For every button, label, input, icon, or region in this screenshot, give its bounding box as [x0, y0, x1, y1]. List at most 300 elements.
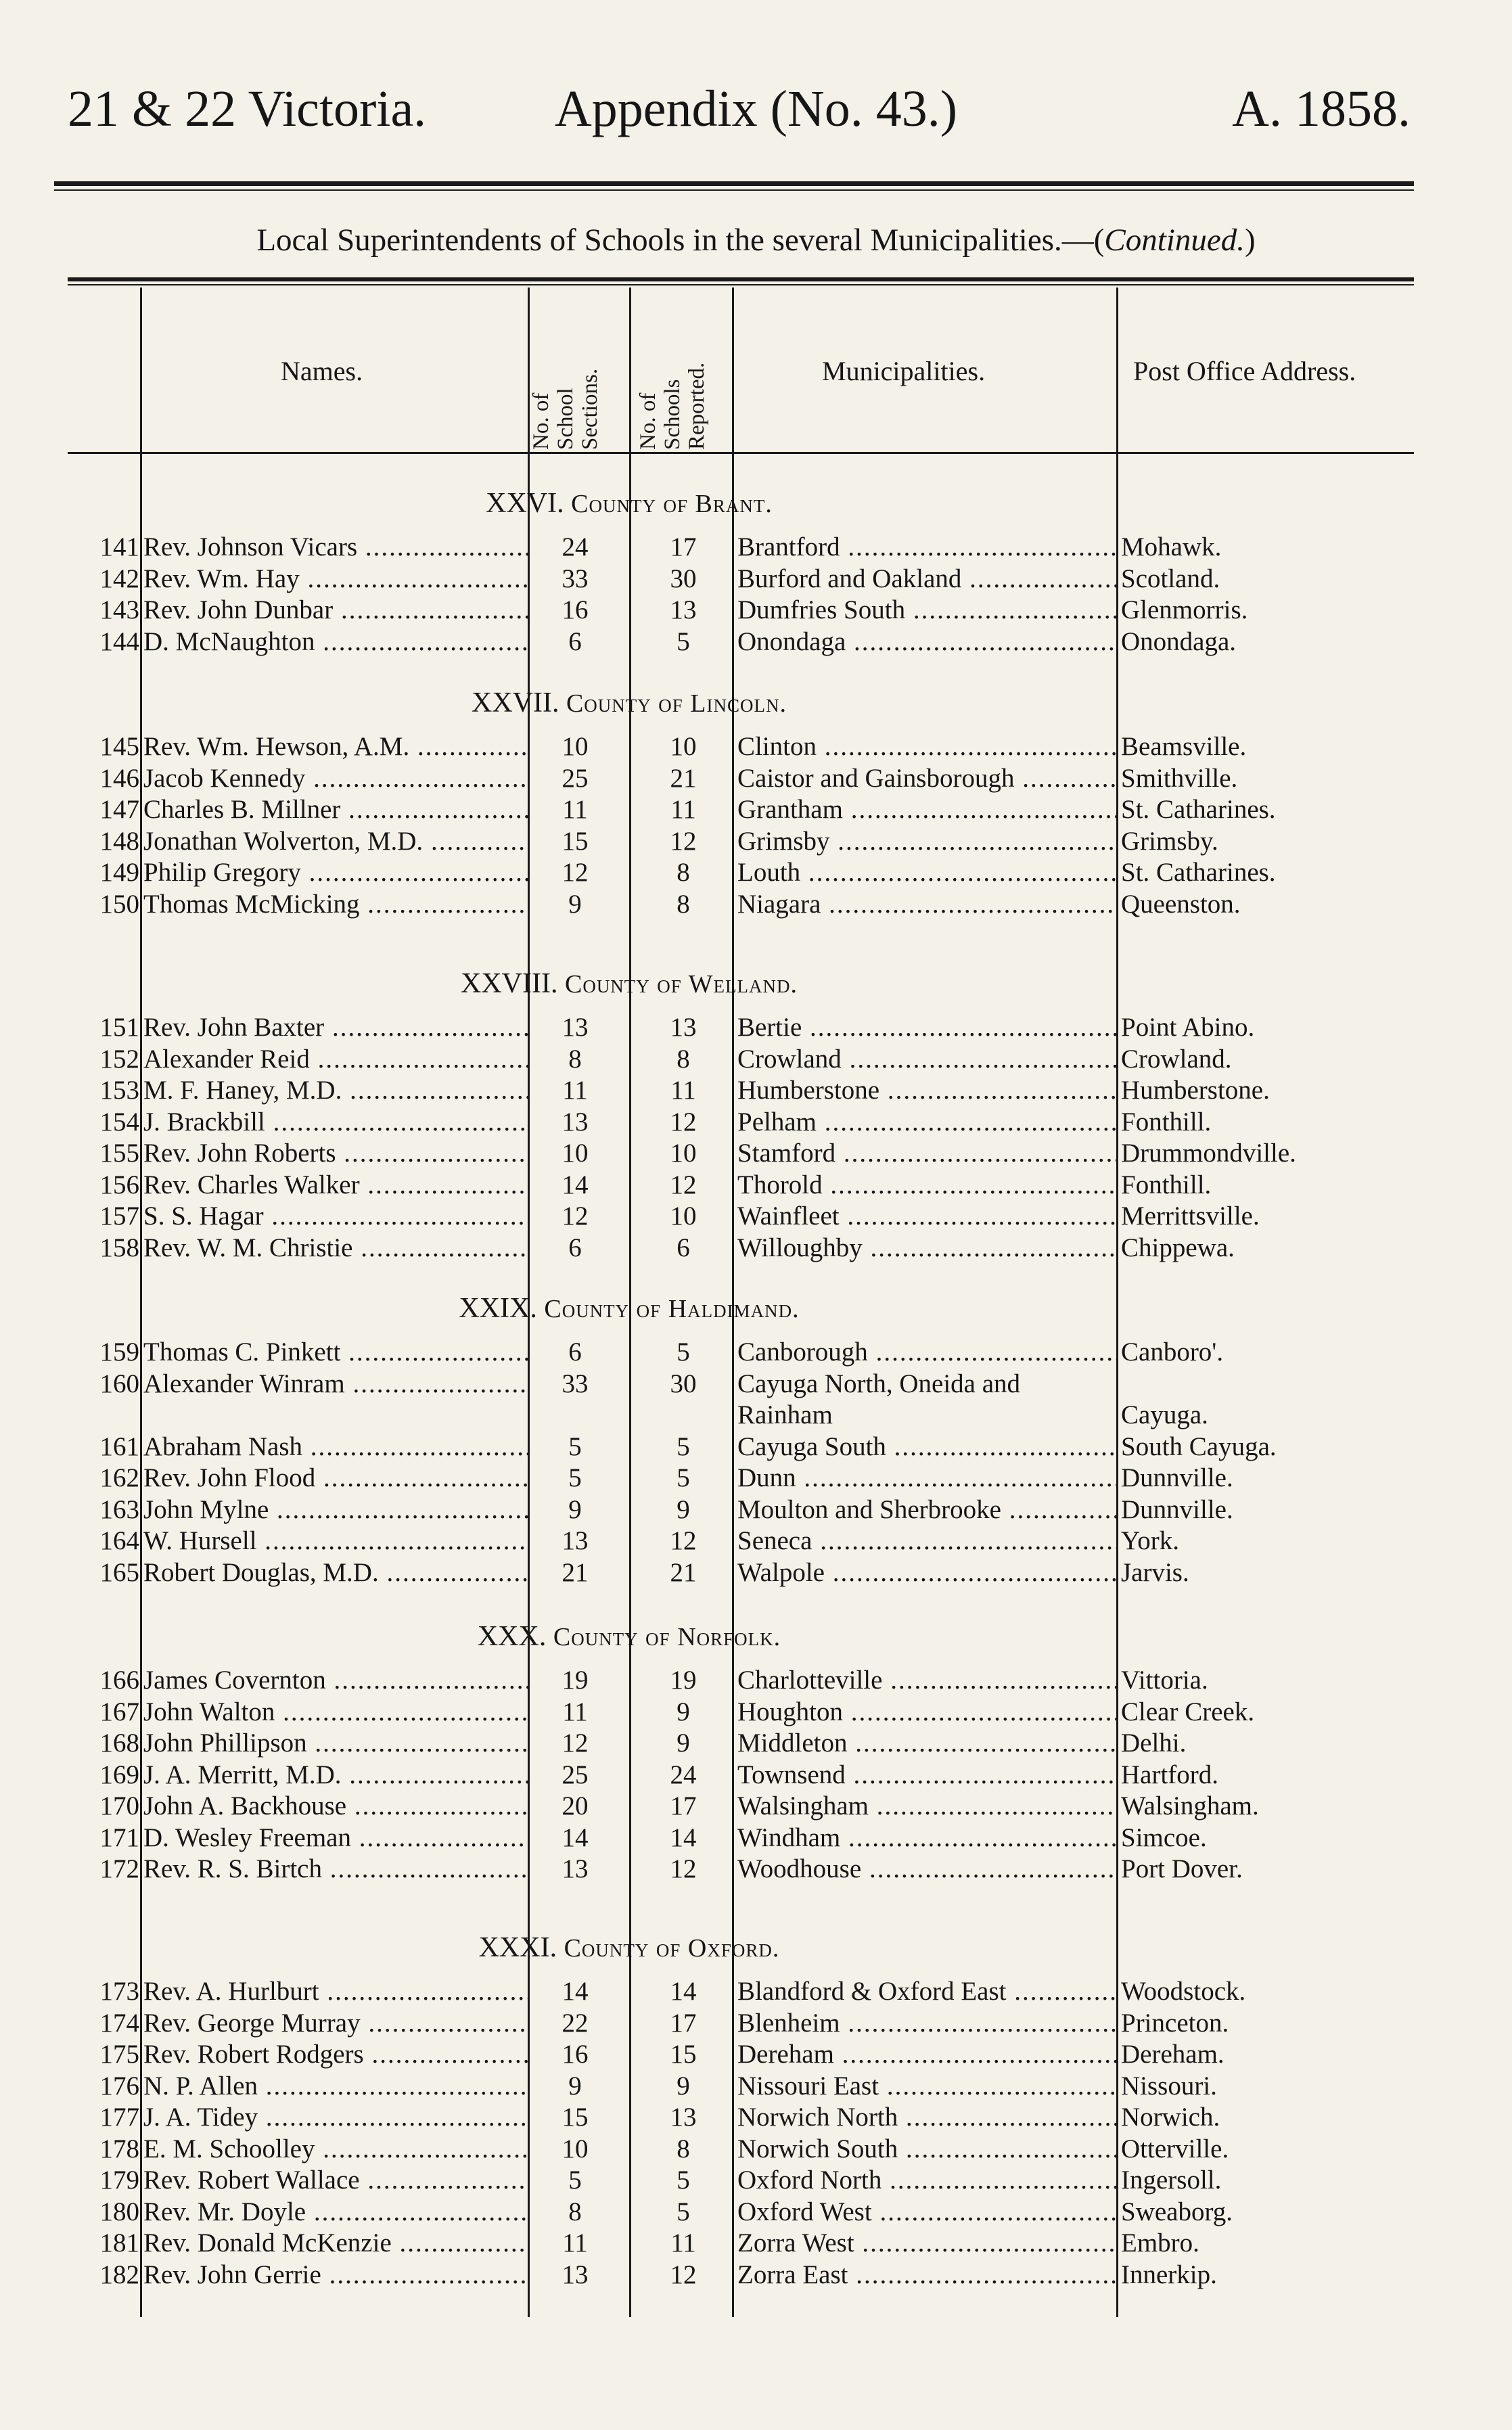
- row-number: 144: [99, 626, 139, 656]
- row-number: 182: [99, 2260, 139, 2289]
- table-row: [0, 1463, 1512, 1494]
- municipality: Crowland .....: [737, 1044, 1116, 1075]
- row-number: 170: [99, 1791, 139, 1820]
- school-sections-count: 13: [562, 2260, 589, 2289]
- school-sections-count: 9: [568, 2071, 582, 2101]
- table-top-rule-thin: [68, 284, 1414, 285]
- row-number: 168: [99, 1728, 139, 1758]
- municipality: Dereham .....: [737, 2039, 1116, 2070]
- municipality: Niagara .....: [737, 889, 1116, 920]
- county-numeral: XXX.: [477, 1621, 553, 1652]
- post-office-address: York.: [1121, 1526, 1179, 1555]
- table-row: [0, 1075, 1512, 1106]
- school-sections-count: 6: [568, 1233, 582, 1262]
- school-sections-count: 11: [562, 795, 588, 824]
- municipality: Grimsby .....: [737, 826, 1116, 857]
- school-sections-count: 10: [562, 2134, 589, 2163]
- header-rule-thin: [54, 189, 1414, 191]
- table-row: [0, 626, 1512, 658]
- table-row: [0, 1760, 1512, 1791]
- school-sections-count: 16: [562, 2040, 589, 2069]
- row-number: 147: [99, 795, 139, 824]
- superintendent-name: J. A. Tidey .....: [143, 2102, 528, 2133]
- table-row: [0, 1107, 1512, 1138]
- school-sections-count: 14: [562, 1170, 589, 1199]
- table-row: [0, 1791, 1512, 1822]
- row-number: 173: [99, 1977, 139, 2006]
- municipality: Cayuga North, Oneida and Rainham: [737, 1369, 1021, 1429]
- schools-reported-count: 15: [670, 2040, 697, 2069]
- superintendent-name: S. S. Hagar .....: [143, 1201, 528, 1232]
- table-row: [0, 2260, 1512, 2291]
- county-numeral: XXVI.: [486, 488, 572, 519]
- table-header-rule: [68, 452, 1414, 454]
- county-heading: [142, 1292, 1116, 1325]
- table-row: [0, 1697, 1512, 1728]
- row-number: 167: [99, 1697, 139, 1726]
- school-sections-count: 5: [568, 1431, 582, 1461]
- superintendent-name: D. Wesley Freeman .....: [143, 1822, 528, 1854]
- post-office-address: Point Abino.: [1121, 1013, 1255, 1042]
- schools-reported-count: 21: [670, 763, 697, 793]
- municipality: Houghton .....: [737, 1697, 1116, 1728]
- table-row: [0, 1138, 1512, 1169]
- municipality: Norwich North .....: [737, 2102, 1116, 2133]
- post-office-address: Ingersoll.: [1121, 2165, 1222, 2195]
- schools-reported-count: 17: [670, 2008, 697, 2038]
- post-office-address: St. Catharines.: [1121, 795, 1276, 824]
- superintendent-name: Rev. Robert Wallace .....: [143, 2165, 528, 2196]
- table-top-rule: [68, 277, 1414, 281]
- row-number: 175: [99, 2040, 139, 2069]
- municipality: Louth .....: [737, 857, 1116, 888]
- table-row: [0, 532, 1512, 563]
- table-row: [0, 857, 1512, 888]
- school-sections-count: 11: [562, 2228, 588, 2257]
- col-header-reported: No. of Schools Reported.: [636, 362, 709, 450]
- superintendent-name: John Walton .....: [143, 1697, 528, 1728]
- schools-reported-count: 8: [677, 1044, 690, 1074]
- post-office-address: Simcoe.: [1121, 1822, 1207, 1852]
- superintendent-name: Rev. Wm. Hewson, A.M. .....: [143, 731, 528, 762]
- superintendent-name: Philip Gregory .....: [143, 857, 528, 888]
- superintendent-name: James Covernton .....: [143, 1665, 528, 1696]
- post-office-address: Grimsby.: [1121, 826, 1218, 856]
- post-office-address: St. Catharines.: [1121, 858, 1276, 887]
- schools-reported-count: 9: [677, 1697, 690, 1726]
- municipality: Grantham .....: [737, 794, 1116, 825]
- superintendent-name: Alexander Reid .....: [143, 1044, 528, 1075]
- row-number: 150: [99, 889, 139, 919]
- row-number: 169: [99, 1760, 139, 1789]
- superintendent-name: Alexander Winram .....: [143, 1369, 528, 1431]
- schools-reported-count: 10: [670, 1139, 697, 1168]
- post-office-address: Smithville.: [1121, 763, 1238, 793]
- superintendent-name: Rev. Donald McKenzie .....: [143, 2228, 528, 2259]
- post-office-address: Fonthill.: [1121, 1170, 1212, 1199]
- municipality: Norwich South .....: [737, 2134, 1116, 2165]
- superintendent-name: Rev. Robert Rodgers .....: [143, 2039, 528, 2070]
- post-office-address: Innerkip.: [1121, 2260, 1217, 2289]
- municipality: Clinton .....: [737, 731, 1116, 762]
- post-office-address: Glenmorris.: [1121, 595, 1248, 624]
- county-name: County of Lincoln.: [566, 689, 787, 718]
- superintendent-name: Robert Douglas, M.D. .....: [143, 1557, 528, 1588]
- schools-reported-count: 30: [670, 564, 697, 593]
- table-row: [0, 2008, 1512, 2039]
- municipality: Caistor and Gainsborough .....: [737, 763, 1116, 794]
- municipality: Bertie .....: [737, 1012, 1116, 1043]
- row-number: 161: [99, 1431, 139, 1461]
- row-number: 174: [99, 2008, 139, 2038]
- superintendent-name: John A. Backhouse .....: [143, 1791, 528, 1822]
- post-office-address: Canboro'.: [1121, 1337, 1224, 1367]
- header-rule: [54, 181, 1414, 186]
- table-row: [0, 731, 1512, 762]
- school-sections-count: 5: [568, 1463, 582, 1492]
- row-number: 156: [99, 1170, 139, 1199]
- row-number: 180: [99, 2197, 139, 2226]
- superintendent-name: Rev. John Dunbar .....: [143, 595, 528, 626]
- municipality: Oxford West .....: [737, 2197, 1116, 2228]
- row-number: 163: [99, 1494, 139, 1524]
- county-name: County of Oxford.: [564, 1934, 780, 1963]
- municipality: Seneca .....: [737, 1526, 1116, 1557]
- row-number: 179: [99, 2165, 139, 2195]
- superintendent-name: Rev. John Flood .....: [143, 1463, 528, 1494]
- municipality: Charlotteville .....: [737, 1665, 1116, 1696]
- superintendent-name: E. M. Schoolley .....: [143, 2134, 528, 2165]
- schools-reported-count: 6: [677, 1233, 690, 1262]
- superintendent-name: Rev. John Roberts .....: [143, 1138, 528, 1169]
- schools-reported-count: 10: [670, 732, 697, 761]
- table-row: [0, 2228, 1512, 2259]
- schools-reported-count: 12: [670, 1170, 697, 1199]
- row-number: 145: [99, 732, 139, 761]
- schools-reported-count: 17: [670, 1791, 697, 1820]
- superintendent-name: Charles B. Millner .....: [143, 794, 528, 825]
- table-row: [0, 1854, 1512, 1885]
- county-heading: [142, 967, 1116, 1000]
- schools-reported-count: 5: [677, 626, 690, 656]
- post-office-address: Otterville.: [1121, 2134, 1229, 2163]
- schools-reported-count: 9: [677, 2071, 690, 2101]
- row-number: 149: [99, 858, 139, 887]
- row-number: 176: [99, 2071, 139, 2101]
- schools-reported-count: 10: [670, 1201, 697, 1231]
- schools-reported-count: 11: [670, 2228, 696, 2257]
- school-sections-count: 12: [562, 1728, 589, 1758]
- municipality: Moulton and Sherbrooke .....: [737, 1494, 1116, 1526]
- school-sections-count: 22: [562, 2008, 589, 2038]
- school-sections-count: 14: [562, 1977, 589, 2006]
- school-sections-count: 16: [562, 595, 589, 624]
- row-number: 158: [99, 1233, 139, 1262]
- school-sections-count: 24: [562, 532, 589, 561]
- post-office-address: Walsingham.: [1121, 1791, 1259, 1820]
- county-numeral: XXXI.: [478, 1932, 564, 1963]
- table-row: [0, 763, 1512, 794]
- school-sections-count: 5: [568, 2165, 582, 2195]
- municipality: Burford and Oakland .....: [737, 564, 1116, 595]
- schools-reported-count: 21: [670, 1557, 697, 1587]
- superintendent-name: Rev. John Baxter .....: [143, 1012, 528, 1043]
- post-office-address: Onondaga.: [1121, 626, 1237, 656]
- municipality: Dumfries South .....: [737, 595, 1116, 626]
- row-number: 162: [99, 1463, 139, 1492]
- municipality: Thorold .....: [737, 1170, 1116, 1201]
- post-office-address: Princeton.: [1121, 2008, 1229, 2038]
- schools-reported-count: 8: [677, 858, 690, 887]
- county-heading: [142, 487, 1116, 520]
- school-sections-count: 21: [562, 1557, 589, 1587]
- table-row: [0, 1369, 1512, 1431]
- header-center: Appendix (No. 43.): [554, 81, 958, 137]
- superintendent-name: Jacob Kennedy .....: [143, 763, 528, 794]
- schools-reported-count: 17: [670, 532, 697, 561]
- table-row: [0, 2039, 1512, 2070]
- municipality: Oxford North .....: [737, 2165, 1116, 2196]
- municipality: Humberstone .....: [737, 1075, 1116, 1106]
- table-row: [0, 1201, 1512, 1232]
- post-office-address: Nissouri.: [1121, 2071, 1217, 2101]
- superintendent-name: J. A. Merritt, M.D. .....: [143, 1760, 528, 1791]
- municipality: Brantford .....: [737, 532, 1116, 563]
- row-number: 151: [99, 1013, 139, 1042]
- municipality: Walpole .....: [737, 1557, 1116, 1588]
- post-office-address: Humberstone.: [1121, 1076, 1270, 1105]
- superintendent-name: Rev. A. Hurlburt .....: [143, 1976, 528, 2007]
- table-row: [0, 1431, 1512, 1463]
- table-row: [0, 2165, 1512, 2196]
- post-office-address: Crowland.: [1121, 1044, 1232, 1074]
- table-row: [0, 889, 1512, 920]
- municipality: Willoughby .....: [737, 1233, 1116, 1264]
- school-sections-count: 11: [562, 1076, 588, 1105]
- superintendent-name: Rev. W. M. Christie .....: [143, 1233, 528, 1264]
- schools-reported-count: 13: [670, 595, 697, 624]
- row-number: 142: [99, 564, 139, 593]
- table-row: [0, 2134, 1512, 2165]
- table-row: [0, 1494, 1512, 1526]
- superintendent-name: W. Hursell .....: [143, 1526, 528, 1557]
- row-number: 155: [99, 1139, 139, 1168]
- school-sections-count: 13: [562, 1013, 589, 1042]
- table-row: [0, 1044, 1512, 1075]
- municipality: Dunn .....: [737, 1463, 1116, 1494]
- schools-reported-count: 13: [670, 1013, 697, 1042]
- municipality: Cayuga South .....: [737, 1431, 1116, 1463]
- superintendent-name: Rev. John Gerrie .....: [143, 2260, 528, 2291]
- school-sections-count: 20: [562, 1791, 589, 1820]
- superintendent-name: Rev. R. S. Birtch .....: [143, 1854, 528, 1885]
- municipality: Pelham .....: [737, 1107, 1116, 1138]
- table-row: [0, 1557, 1512, 1588]
- table-row: [0, 1337, 1512, 1368]
- superintendent-name: Rev. Johnson Vicars .....: [143, 532, 528, 563]
- table-row: [0, 1233, 1512, 1264]
- municipality: Onondaga .....: [737, 626, 1116, 658]
- municipality: Zorra West .....: [737, 2228, 1116, 2259]
- schools-reported-count: 19: [670, 1666, 697, 1695]
- schools-reported-count: 30: [670, 1369, 697, 1398]
- superintendent-name: N. P. Allen .....: [143, 2071, 528, 2102]
- school-sections-count: 8: [568, 1044, 582, 1074]
- post-office-address: Scotland.: [1121, 564, 1220, 593]
- municipality: Blandford & Oxford East .....: [737, 1976, 1116, 2007]
- post-office-address: Cayuga.: [1121, 1400, 1208, 1429]
- municipality: Blenheim .....: [737, 2008, 1116, 2039]
- municipality: Townsend .....: [737, 1760, 1116, 1791]
- post-office-address: Dunnville.: [1121, 1463, 1233, 1492]
- post-office-address: Norwich.: [1121, 2103, 1220, 2132]
- school-sections-count: 15: [562, 2103, 589, 2132]
- county-name: County of Welland.: [564, 970, 798, 999]
- county-heading: [142, 1620, 1116, 1653]
- post-office-address: Fonthill.: [1121, 1107, 1212, 1137]
- header-right: A. 1858.: [1232, 81, 1411, 137]
- post-office-address: Jarvis.: [1121, 1557, 1189, 1587]
- school-sections-count: 25: [562, 763, 589, 793]
- schools-reported-count: 12: [670, 826, 697, 856]
- table-row: [0, 1822, 1512, 1854]
- municipality: Wainfleet .....: [737, 1201, 1116, 1232]
- municipality: Middleton .....: [737, 1728, 1116, 1759]
- superintendent-name: John Mylne .....: [143, 1494, 528, 1526]
- schools-reported-count: 13: [670, 2103, 697, 2132]
- table-row: [0, 1728, 1512, 1759]
- schools-reported-count: 9: [677, 1728, 690, 1758]
- table-row: [0, 1976, 1512, 2007]
- superintendent-name: M. F. Haney, M.D. .....: [143, 1075, 528, 1106]
- school-sections-count: 19: [562, 1666, 589, 1695]
- schools-reported-count: 11: [670, 1076, 696, 1105]
- post-office-address: South Cayuga.: [1121, 1431, 1277, 1461]
- school-sections-count: 10: [562, 1139, 589, 1168]
- superintendent-name: Thomas C. Pinkett .....: [143, 1337, 528, 1368]
- col-header-names: Names.: [281, 356, 363, 386]
- row-number: 141: [99, 532, 139, 561]
- municipality: Windham .....: [737, 1822, 1116, 1854]
- table-row: [0, 1665, 1512, 1696]
- county-numeral: XXVIII.: [461, 968, 565, 999]
- county-numeral: XXIX.: [459, 1293, 545, 1324]
- school-sections-count: 14: [562, 1822, 589, 1852]
- school-sections-count: 25: [562, 1760, 589, 1789]
- post-office-address: Delhi.: [1121, 1728, 1187, 1758]
- school-sections-count: 6: [568, 626, 582, 656]
- municipality: Nissouri East .....: [737, 2071, 1116, 2102]
- post-office-address: Queenston.: [1121, 889, 1241, 919]
- post-office-address: Woodstock.: [1121, 1977, 1246, 2006]
- row-number: 153: [99, 1076, 139, 1105]
- post-office-address: Chippewa.: [1121, 1233, 1235, 1262]
- row-number: 148: [99, 826, 139, 856]
- post-office-address: Clear Creek.: [1121, 1697, 1255, 1726]
- table-row: [0, 2071, 1512, 2102]
- superintendent-name: D. McNaughton .....: [143, 626, 528, 658]
- municipality: Woodhouse .....: [737, 1854, 1116, 1885]
- municipality: Zorra East .....: [737, 2260, 1116, 2291]
- row-number: 152: [99, 1044, 139, 1074]
- post-office-address: Dereham.: [1121, 2040, 1224, 2069]
- table-row: [0, 2197, 1512, 2228]
- row-number: 160: [99, 1369, 139, 1398]
- municipality: Stamford .....: [737, 1138, 1116, 1169]
- table-row: [0, 826, 1512, 857]
- schools-reported-count: 14: [670, 1822, 697, 1852]
- schools-reported-count: 12: [670, 1107, 697, 1137]
- school-sections-count: 33: [562, 1369, 589, 1398]
- superintendent-name: Rev. Wm. Hay .....: [143, 564, 528, 595]
- row-number: 154: [99, 1107, 139, 1137]
- post-office-address: Mohawk.: [1121, 532, 1222, 561]
- schools-reported-count: 24: [670, 1760, 697, 1789]
- table-row: [0, 1526, 1512, 1557]
- school-sections-count: 33: [562, 564, 589, 593]
- schools-reported-count: 5: [677, 1463, 690, 1492]
- superintendent-name: Rev. Charles Walker .....: [143, 1170, 528, 1201]
- row-number: 165: [99, 1557, 139, 1587]
- superintendent-name: Rev. George Murray .....: [143, 2008, 528, 2039]
- post-office-address: Vittoria.: [1121, 1666, 1208, 1695]
- post-office-address: Sweaborg.: [1121, 2197, 1233, 2226]
- schools-reported-count: 12: [670, 1854, 697, 1883]
- row-number: 166: [99, 1666, 139, 1695]
- schools-reported-count: 11: [670, 795, 696, 824]
- schools-reported-count: 5: [677, 2197, 690, 2226]
- municipality: Walsingham .....: [737, 1791, 1116, 1822]
- county-numeral: XXVII.: [471, 687, 566, 718]
- superintendent-name: Jonathan Wolverton, M.D. .....: [143, 826, 528, 857]
- post-office-address: Embro.: [1121, 2228, 1199, 2257]
- col-header-post-office: Post Office Address.: [1133, 356, 1356, 386]
- school-sections-count: 13: [562, 1854, 589, 1883]
- school-sections-count: 10: [562, 732, 589, 761]
- superintendent-name: Abraham Nash .....: [143, 1431, 528, 1463]
- col-header-sections: No. of School Sections.: [529, 368, 602, 450]
- school-sections-count: 12: [562, 1201, 589, 1231]
- table-row: [0, 564, 1512, 595]
- table-row: [0, 595, 1512, 626]
- municipality: Canborough .....: [737, 1337, 1116, 1368]
- table-row: [0, 1012, 1512, 1043]
- row-number: 146: [99, 763, 139, 793]
- county-name: County of Norfolk.: [553, 1623, 781, 1651]
- row-number: 143: [99, 595, 139, 624]
- row-number: 172: [99, 1854, 139, 1883]
- header-left: 21 & 22 Victoria.: [68, 81, 427, 137]
- school-sections-count: 8: [568, 2197, 582, 2226]
- county-heading: [142, 687, 1116, 719]
- post-office-address: Hartford.: [1121, 1760, 1219, 1789]
- superintendent-name: Thomas McMicking .....: [143, 889, 528, 920]
- row-number: 157: [99, 1201, 139, 1231]
- school-sections-count: 12: [562, 858, 589, 887]
- school-sections-count: 11: [562, 1697, 588, 1726]
- row-number: 171: [99, 1822, 139, 1852]
- row-number: 177: [99, 2103, 139, 2132]
- row-number: 164: [99, 1526, 139, 1555]
- schools-reported-count: 12: [670, 2260, 697, 2289]
- row-number: 181: [99, 2228, 139, 2257]
- schools-reported-count: 9: [677, 1494, 690, 1524]
- school-sections-count: 15: [562, 826, 589, 856]
- county-name: County of Haldimand.: [544, 1295, 800, 1323]
- post-office-address: Merrittsville.: [1121, 1201, 1260, 1231]
- table-row: [0, 794, 1512, 825]
- school-sections-count: 9: [568, 889, 582, 919]
